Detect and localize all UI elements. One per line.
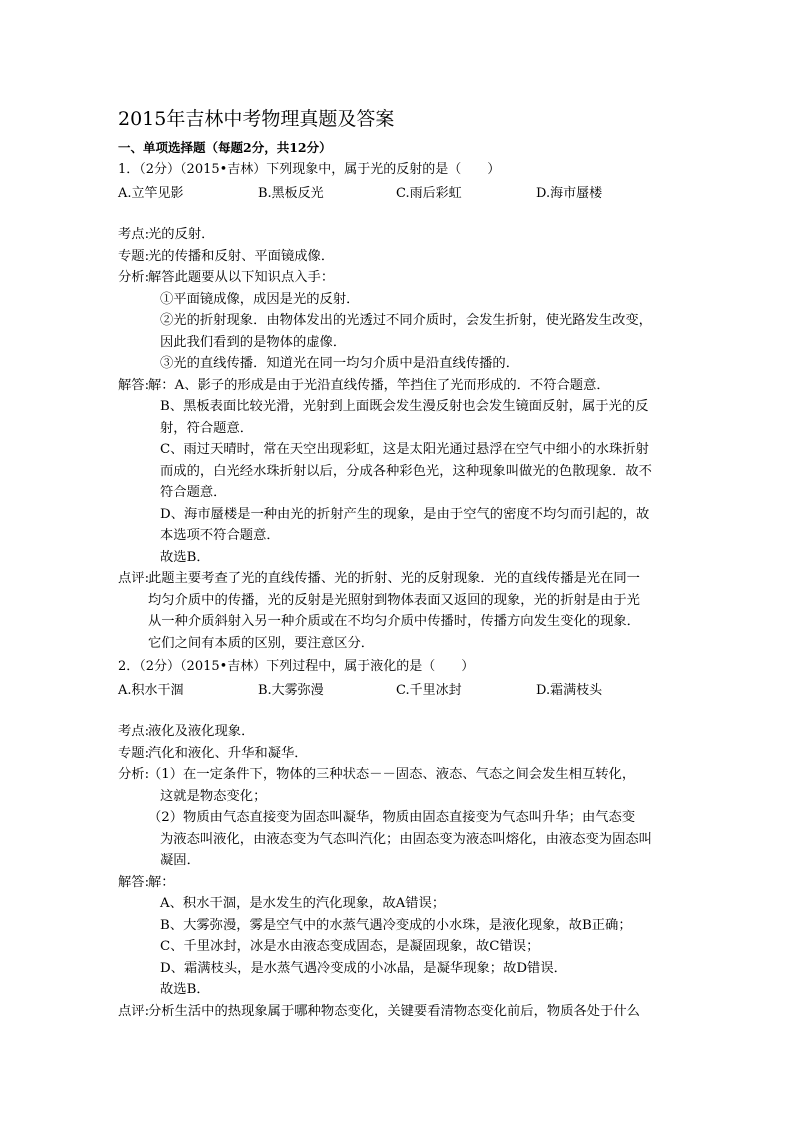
jieda-line: D、海市蜃楼是一种由光的折射产生的现象，是由于空气的密度不均匀而引起的，故 [160, 506, 650, 522]
dianping-label: 点评: [118, 571, 150, 586]
question-1 [118, 158, 678, 654]
section-heading: 一、单项选择题（每题2分，共12分） [118, 140, 332, 155]
fenxi-label: 分析: [118, 270, 150, 285]
option-b: B.大雾弥漫 [258, 683, 324, 698]
fenxi-line: 因此我们看到的是物体的虚像． [160, 334, 347, 350]
jieda-line: C、雨过天晴时，常在天空出现彩虹，这是太阳光通过悬浮在空气中细小的水珠折射 [160, 442, 649, 457]
jieda-row [118, 375, 678, 569]
fenxi-label: 分析: [118, 767, 150, 782]
zhuanti-row [118, 743, 678, 765]
jieda-line: 故选B． [160, 982, 210, 997]
dianping-line: 均匀介质中的传播，光的反射是光照射到物体表面又返回的现象，光的折射是由于光 [148, 592, 640, 608]
dianping-row [118, 1001, 678, 1023]
options-row [118, 679, 678, 703]
jieda-line: 符合题意． [160, 485, 227, 500]
dianping-row [118, 568, 678, 654]
dianping-line: 分析生活中的热现象属于哪种物态变化，关键要看清物态变化前后，物质各处于什么 [148, 1003, 640, 1019]
fenxi-line: ②光的折射现象．由物体发出的光透过不同介质时，会发生折射，使光路发生改变， [160, 313, 652, 328]
jieda-line: 本选项不符合题意． [160, 528, 280, 543]
fenxi-row [118, 764, 678, 872]
jieda-line: 射，符合题意． [160, 420, 254, 436]
question-stem: 1．（2分）（2015•吉林）下列现象中，属于光的反射的是（ ） [118, 162, 501, 177]
jieda-line: 而成的，白光经水珠折射以后，分成各种彩色光，这种现象叫做光的色散现象．故不 [160, 463, 652, 479]
options-row [118, 182, 678, 206]
dianping-label: 点评: [118, 1003, 150, 1019]
jieda-line: D、霜满枝头，是水蒸气遇冷变成的小冰晶，是凝华现象；故D错误． [160, 960, 567, 976]
dianping-line: 从一种介质斜射入另一种介质或在不均匀介质中传播时，传播方向发生变化的现象． [148, 614, 640, 629]
option-c: C.雨后彩虹 [396, 186, 462, 201]
zhuanti-label: 专题: [118, 745, 150, 761]
option-d: D.海市蜃楼 [536, 186, 603, 201]
fenxi-line: 凝固． [160, 853, 200, 868]
option-c: C.千里冰封 [396, 683, 462, 698]
jieda-line: 故选B． [160, 549, 210, 565]
jieda-line: C、千里冰封，冰是水由液态变成固态，是凝固现象，故C错误； [160, 939, 540, 954]
zhuanti-label: 专题: [118, 248, 150, 264]
option-a: A.积水干涸 [118, 683, 184, 698]
option-a: A.立竿见影 [118, 186, 184, 201]
document-title: 2015年吉林中考物理真题及答案 [118, 108, 395, 130]
kaodian-text: 液化及液化现象． [148, 724, 255, 739]
fenxi-line: 这就是物态变化； [160, 788, 267, 804]
question-2 [118, 655, 678, 1022]
option-b: B.黑板反光 [258, 186, 324, 201]
jieda-line: B、大雾弥漫，雾是空气中的水蒸气遇冷变成的小水珠，是液化现象，故B正确； [160, 917, 632, 933]
option-d: D.霜满枝头 [536, 683, 603, 698]
jieda-label: 解答: [118, 377, 150, 393]
fenxi-row [118, 267, 678, 375]
fenxi-line: ③光的直线传播．知道光在同一均匀介质中是沿直线传播的． [160, 356, 520, 371]
kaodian-label: 考点: [118, 227, 150, 242]
fenxi-line: 解答此题要从以下知识点入手： [148, 270, 335, 285]
jieda-row [118, 872, 678, 1001]
fenxi-line: （2）物质由气态直接变为固态叫凝华，物质由固态直接变为气态叫升华；由气态变 [148, 810, 636, 825]
fenxi-line: 为液态叫液化，由液态变为气态叫汽化；由固态变为液态叫熔化，由液态变为固态叫 [160, 831, 652, 847]
question-stem: 2．（2分）（2015•吉林）下列过程中，属于液化的是（ ） [118, 659, 475, 674]
kaodian-text: 光的反射． [148, 227, 215, 242]
zhuanti-row [118, 246, 678, 268]
fenxi-line: （1）在一定条件下，物体的三种状态－－固态、液态、气态之间会发生相互转化， [148, 767, 636, 782]
jieda-line: B、黑板表面比较光滑，光射到上面既会发生漫反射也会发生镜面反射，属于光的反 [160, 399, 649, 414]
kaodian-label: 考点: [118, 724, 150, 739]
jieda-line: A、积水干涸，是水发生的汽化现象，故A错误； [160, 896, 446, 911]
fenxi-line: ①平面镜成像，成因是光的反射． [160, 291, 360, 307]
jieda-label: 解答: [118, 874, 150, 890]
zhuanti-text: 光的传播和反射、平面镜成像． [148, 248, 335, 264]
kaodian-row [118, 721, 678, 743]
kaodian-row [118, 224, 678, 246]
zhuanti-text: 汽化和液化、升华和凝华． [148, 745, 308, 761]
jieda-line: 解：A、影子的形成是由于光沿直线传播，竿挡住了光而形成的．不符合题意． [148, 377, 610, 393]
dianping-line: 此题主要考查了光的直线传播、光的折射、光的反射现象．光的直线传播是光在同一 [148, 571, 640, 586]
dianping-line: 它们之间有本质的区别，要注意区分． [148, 635, 375, 651]
jieda-line: 解： [148, 874, 175, 890]
